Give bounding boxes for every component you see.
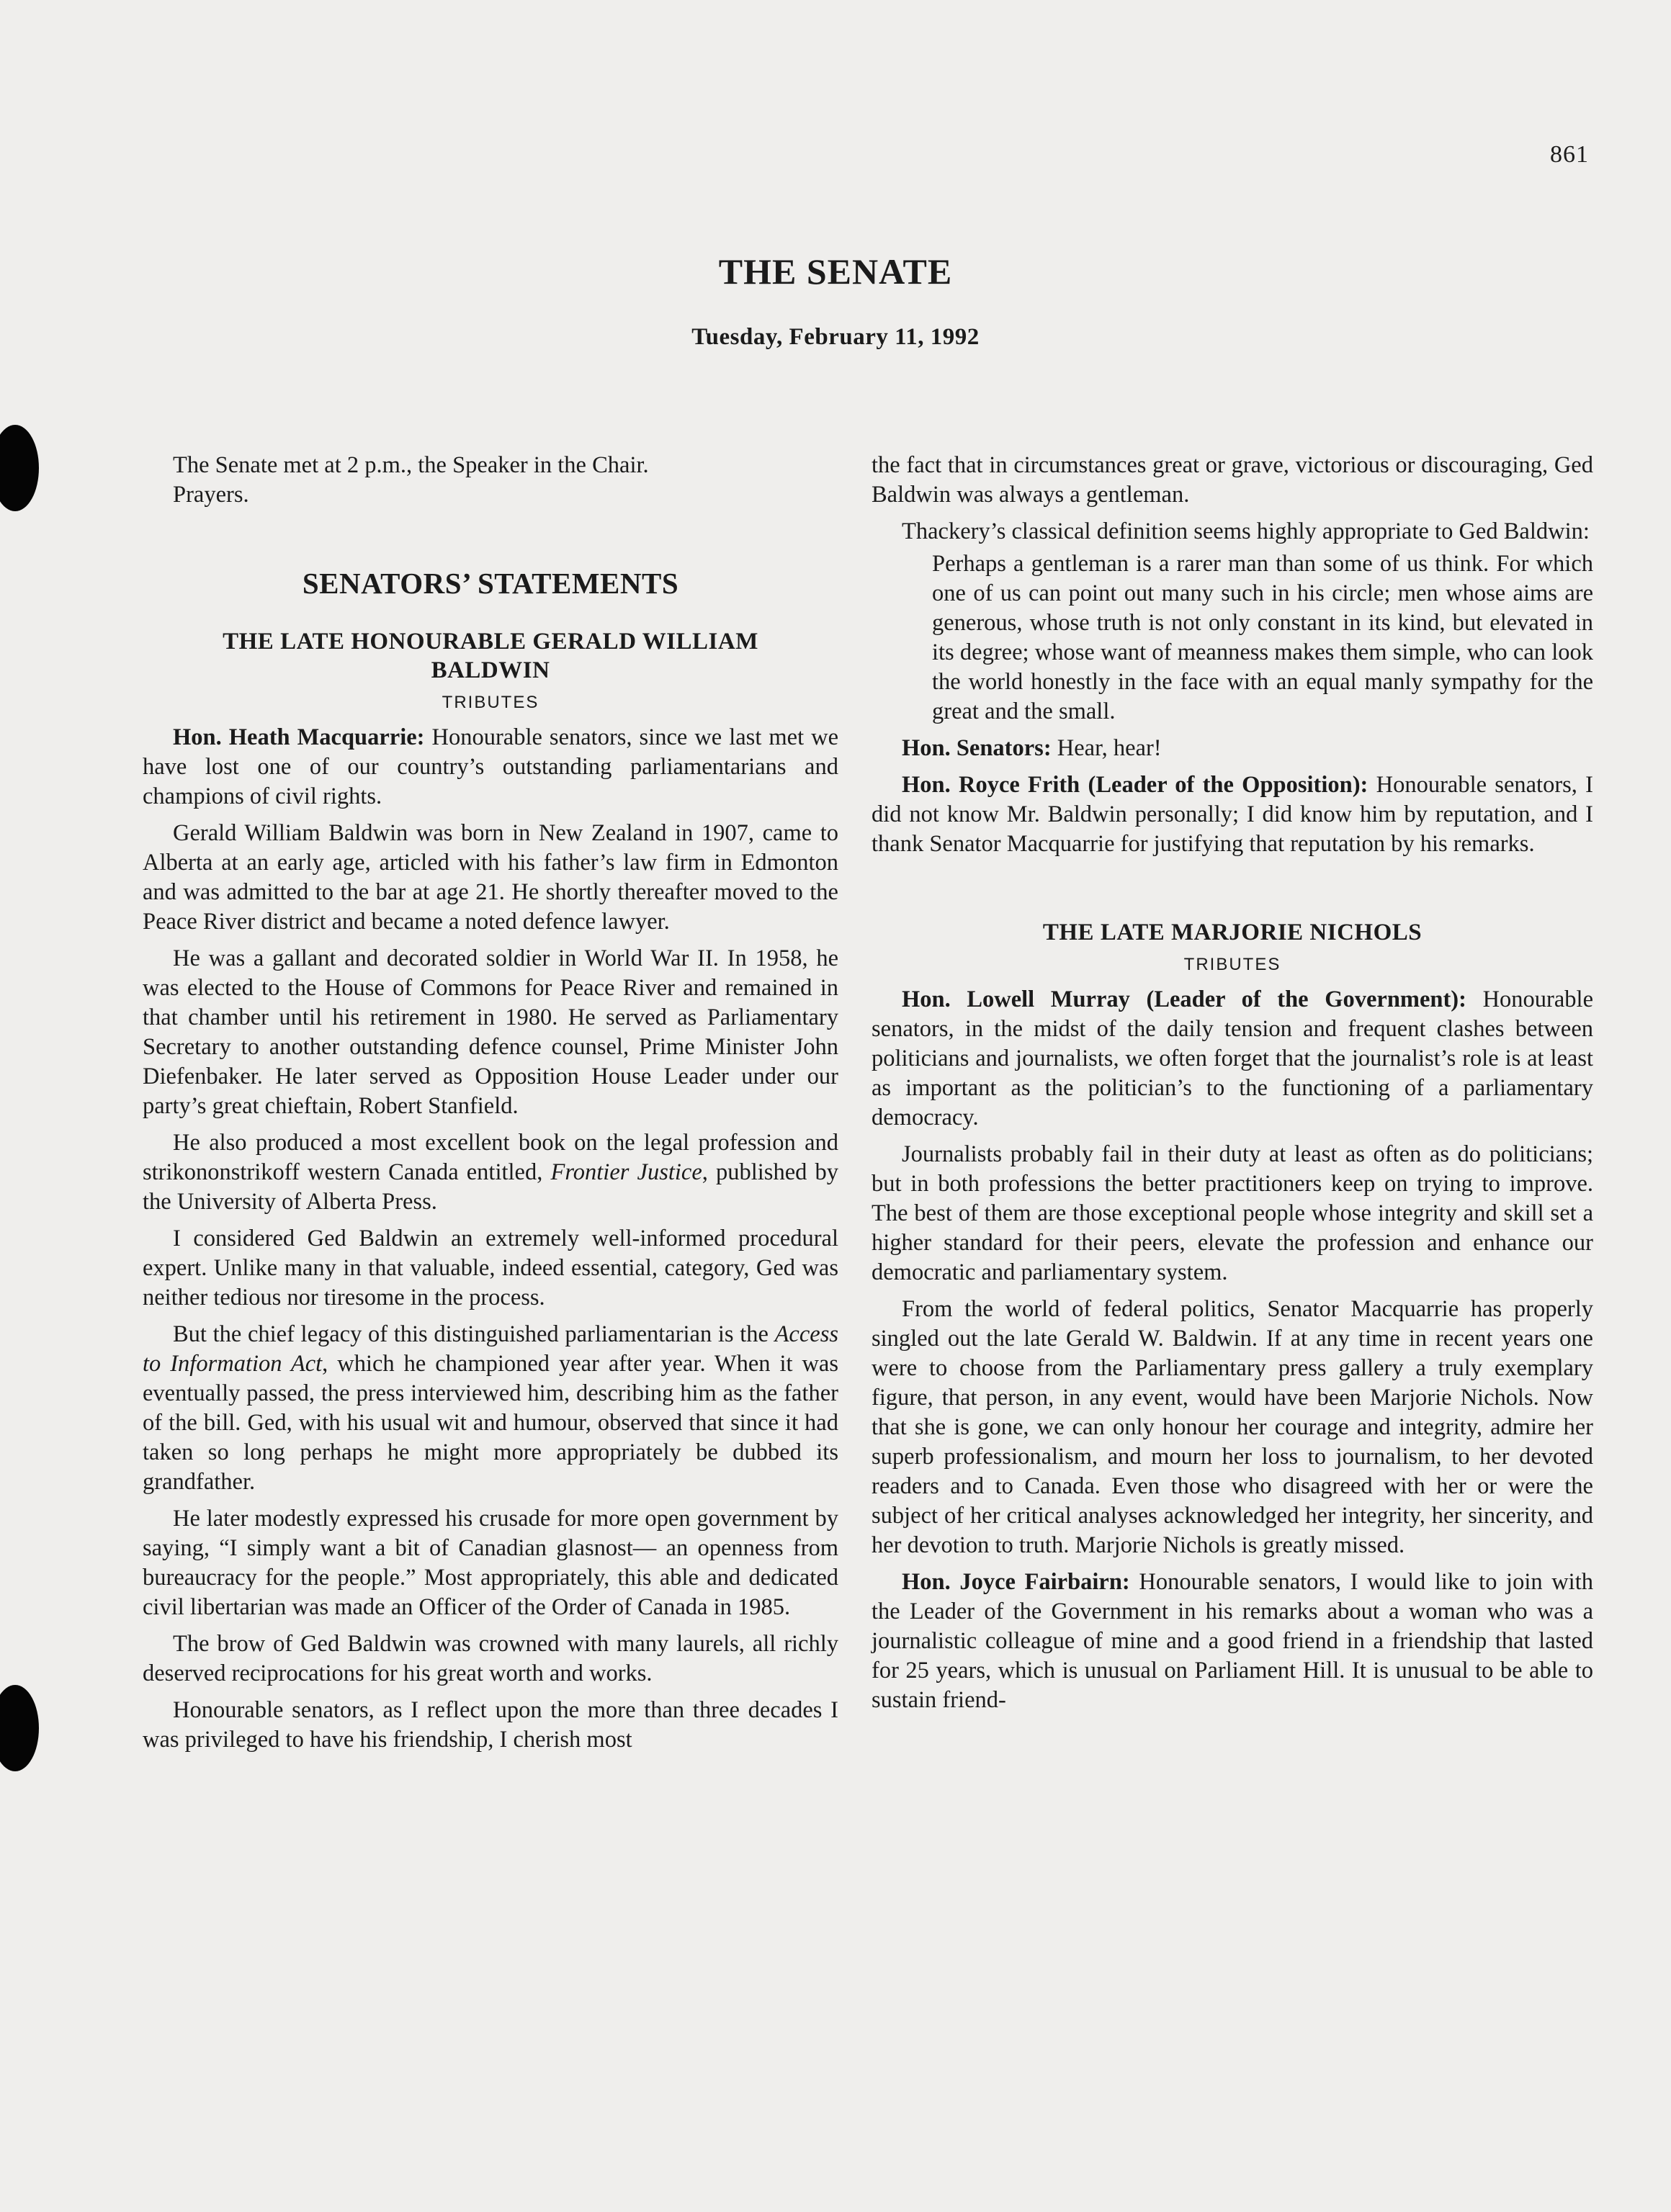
right-column: [872, 451, 1593, 1715]
book-title: Frontier Justice: [550, 1159, 702, 1185]
paragraph: He later modestly expressed his crusade for more open government by saying, “I simply want a bit of Canadian glasnost— an openness from bureaucracy for the people.” Most appropriately, this able and dedicated civil libertarian was made an Officer of the Order of Canada in 1985.: [143, 1506, 838, 1620]
paragraph: From the world of federal politics, Senator Macquarrie has properly singled out the late Gerald W. Baldwin. If at any time in recent years one were to choose from the Parliamentary press gallery a truly exemplary figure, that person, in any event, would have been Marjorie Nichols. Now that she is gone, we can only honour her courage and integrity, admire her superb professionalism, and mourn her loss to journalism, to her devoted readers and to Canada. Even those who disagreed with her or were the subject of her critical analyses acknowledged her integrity, her sincerity, and her devotion to truth. Marjorie Nichols is greatly missed.: [872, 1296, 1593, 1558]
paragraph: Hon. Heath Macquarrie: Honourable senators, since we last met we have lost one of our country’s outstanding parliamentarians and champions of civil rights.: [143, 724, 839, 809]
speaker-name: Hon. Lowell Murray (Leader of the Government):: [902, 986, 1466, 1012]
paragraph: Journalists probably fail in their duty at least as often as do politicians; but in both professions the better practitioners keep on trying to improve. The best of them are those exceptional people whose integrity and skill set a higher standard for their peers, elevate the profession and enhance our democratic and parliamentary system.: [872, 1141, 1593, 1285]
opening-line: The Senate met at 2 p.m., the Speaker in the Chair.: [173, 452, 649, 478]
paragraph: He also produced a most excellent book on the legal profession and strikononstrikoff western Canada entitled, Frontier Justice, published by the University of Alberta Press.: [143, 1130, 838, 1215]
tributes-label: TRIBUTES: [442, 693, 539, 712]
paragraph: the fact that in circumstances great or grave, victorious or discouraging, Ged Baldwin was always a gentleman.: [872, 452, 1593, 508]
section-title: SENATORS’ STATEMENTS: [302, 567, 679, 600]
paragraph: Honourable senators, as I reflect upon the more than three decades I was privileged to have his friendship, I cherish most: [143, 1697, 838, 1753]
page-title: THE SENATE: [718, 251, 953, 292]
binder-hole-bottom: [0, 1685, 39, 1771]
paragraph: He was a gallant and decorated soldier in World War II. In 1958, he was elected to the House of Commons for Peace River and remained in that chamber until his retirement in 1980. He served as Parliamentary Secretary to another outstanding defence counsel, Prime Minister John Diefenbaker. He later served as Opposition House Leader under our party’s great chieftain, Robert Stanfield.: [143, 945, 838, 1119]
speaker-name: Hon. Senators:: [902, 735, 1052, 761]
left-column: [143, 451, 838, 1755]
paragraph: The brow of Ged Baldwin was crowned with many laurels, all richly deserved reciprocations for his great worth and works.: [143, 1631, 838, 1686]
paragraph: Hon. Royce Frith (Leader of the Opposition): Honourable senators, I did not know Mr. Baldwin personally; I did know him by reputation, and I thank Senator Macquarrie for justifying that reputation by his remarks.: [872, 772, 1594, 857]
binder-hole-top: [0, 425, 39, 511]
tributes-label: TRIBUTES: [1183, 955, 1281, 974]
speaker-name: Hon. Joyce Fairbairn:: [902, 1569, 1130, 1595]
sitting-date: Tuesday, February 11, 1992: [691, 324, 980, 350]
speaker-name: Hon. Heath Macquarrie:: [173, 724, 425, 750]
paragraph: I considered Ged Baldwin an extremely well-informed procedural expert. Unlike many in that valuable, indeed essential, category, Ged was neither tedious nor tiresome in the process.: [143, 1226, 838, 1310]
paragraph: Hon. Joyce Fairbairn: Honourable senators, I would like to join with the Leader of the Government in his remarks about a woman who was a journalistic colleague of mine and a good friend in a friendship that lasted for 25 years, which is unusual on Parliament Hill. It is unusual to be able to sustain friend-: [872, 1569, 1593, 1713]
subsection-title-baldwin: THE LATE HONOURABLE GERALD WILLIAM BALDWIN: [223, 629, 758, 683]
paragraph: Thackery’s classical definition seems highly appropriate to Ged Baldwin:: [902, 518, 1590, 544]
speaker-name: Hon. Royce Frith (Leader of the Opposition):: [902, 772, 1368, 798]
paragraph: But the chief legacy of this distinguished parliamentarian is the Access to Information Act, which he championed year after year. When it was eventually passed, the press interviewed him, describing him as the father of the bill. Ged, with his usual wit and humour, observed that since it had taken so long perhaps he might more appropriately be dubbed its grandfather.: [143, 1321, 838, 1495]
paragraph: Hon. Lowell Murray (Leader of the Government): Honourable senators, in the midst of the daily tension and frequent clashes between politicians and journalists, we often forget that the journalist’s role is at least as important as the politician’s to the functioning of a parliamentary democracy.: [872, 986, 1593, 1130]
prayers-line: Prayers.: [173, 482, 249, 508]
page-number: 861: [1550, 141, 1589, 168]
paragraph: Hon. Senators: Hear, hear!: [902, 735, 1162, 761]
act-title: Access to Information Act: [143, 1321, 838, 1377]
block-quote: Perhaps a gentleman is a rarer man than some of us think. For which one of us can point out many such in his circle; men whose aims are generous, whose truth is not only constant in its kind, but elevated in its degree; whose want of meanness makes them simple, who can look the world honestly in the face with an equal manly sympathy for the great and the small.: [932, 551, 1593, 724]
paragraph: Gerald William Baldwin was born in New Zealand in 1907, came to Alberta at an early age, articled with his father’s law firm in Edmonton and was admitted to the bar at age 21. He shortly thereafter moved to the Peace River district and became a noted defence lawyer.: [143, 820, 838, 935]
subsection-title-nichols: THE LATE MARJORIE NICHOLS: [1042, 920, 1423, 945]
